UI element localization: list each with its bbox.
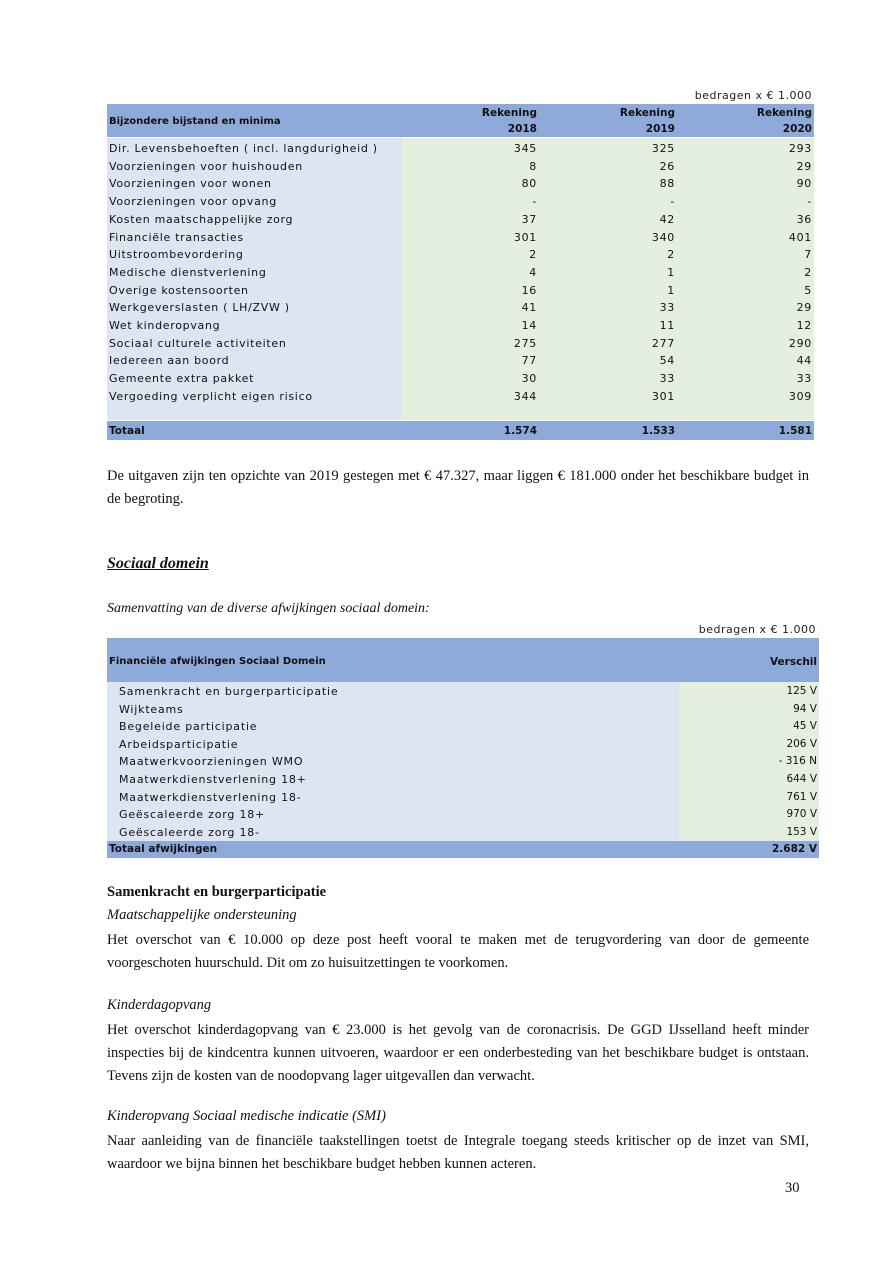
table-row xyxy=(107,140,814,158)
row-value: - 316 N xyxy=(778,755,817,768)
table-row xyxy=(107,701,819,719)
row-value: 290 xyxy=(788,336,812,350)
row-value: 2 xyxy=(667,248,675,262)
row-value: 16 xyxy=(521,283,537,297)
table1-col-2020: Rekening 2020 xyxy=(756,107,812,135)
subsection-title: Samenkracht en burgerparticipatie xyxy=(107,884,327,900)
row-value: 14 xyxy=(521,319,537,332)
row-label: Geëscaleerde zorg 18- xyxy=(119,825,260,839)
row-value: 88 xyxy=(659,177,675,191)
table-row xyxy=(107,806,819,824)
row-label: Dir. Levensbehoeften ( incl. langdurigheid ) xyxy=(109,142,378,155)
row-value: 42 xyxy=(659,212,675,226)
row-value: 309 xyxy=(788,389,812,403)
table2-col-verschil: Verschil xyxy=(770,656,817,668)
row-label: Voorzieningen voor opvang xyxy=(109,195,277,209)
table1-total-label: Totaal xyxy=(109,425,145,437)
table1-total-2020: 1.581 xyxy=(778,425,812,437)
row-value: 277 xyxy=(651,336,675,350)
row-label: Vergoeding verplicht eigen risico xyxy=(109,389,313,403)
row-value: 340 xyxy=(651,230,675,244)
row-value: 345 xyxy=(513,142,537,155)
table-row xyxy=(107,753,819,771)
row-value: 970 V xyxy=(786,808,817,821)
table-row xyxy=(107,683,819,701)
section-title: Sociaal domein xyxy=(107,555,209,572)
row-label: Maatwerkdienstverlening 18+ xyxy=(119,773,307,786)
row-value: 12 xyxy=(796,319,812,332)
table-row xyxy=(107,824,819,842)
table-row xyxy=(107,193,814,211)
row-value: 5 xyxy=(804,283,812,297)
table-row xyxy=(107,246,814,264)
row-value: 344 xyxy=(513,389,537,403)
row-value: 30 xyxy=(521,372,537,386)
row-label: Voorzieningen voor huishouden xyxy=(109,159,303,173)
row-value: 8 xyxy=(529,159,537,173)
row-label: Wijkteams xyxy=(119,702,184,716)
table2-header xyxy=(107,638,819,682)
row-value: 401 xyxy=(788,230,812,244)
table1-header xyxy=(107,104,814,137)
row-value: 33 xyxy=(659,301,675,315)
row-value: 2 xyxy=(529,248,537,262)
row-value: 94 V xyxy=(793,702,817,715)
paragraph-expenditure: De uitgaven zijn ten opzichte van 2019 gestegen met € 47.327, maar liggen € 181.000 onder het beschikbare budget in de begroting. xyxy=(107,468,809,507)
block-3-heading: Kinderopvang Sociaal medische indicatie (SMI) xyxy=(107,1108,386,1124)
row-value: 29 xyxy=(796,301,812,315)
row-value: 37 xyxy=(521,212,537,226)
row-value: 4 xyxy=(529,265,537,279)
table1-total-2019: 1.533 xyxy=(641,425,675,437)
block-3-text: Naar aanleiding van de financiële taakstellingen toetst de Integrale toegang steeds kritischer op de inzet van SMI, waardoor we bijna binnen het beschikbare budget hebben kunnen acteren. xyxy=(107,1133,809,1172)
row-label: Maatwerkdienstverlening 18- xyxy=(119,790,302,804)
row-value: 301 xyxy=(651,389,675,403)
row-value: 644 V xyxy=(786,773,817,785)
row-value: 11 xyxy=(659,319,675,332)
row-label: Voorzieningen voor wonen xyxy=(109,177,272,191)
row-label: Iedereen aan boord xyxy=(109,354,230,368)
table-row xyxy=(107,317,814,335)
table-row xyxy=(107,718,819,736)
row-value: 301 xyxy=(513,230,537,244)
row-value: 44 xyxy=(796,354,812,368)
row-value: 125 V xyxy=(786,685,817,697)
row-value: 41 xyxy=(521,301,537,315)
row-label: Maatwerkvoorzieningen WMO xyxy=(119,755,304,769)
row-label: Samenkracht en burgerparticipatie xyxy=(119,685,339,698)
table-row xyxy=(107,282,814,300)
table-row xyxy=(107,370,814,388)
block-1-heading: Maatschappelijke ondersteuning xyxy=(107,907,297,923)
row-value: 45 V xyxy=(793,720,817,733)
table2-total-label: Totaal afwijkingen xyxy=(109,843,218,855)
table1-total-2018: 1.574 xyxy=(503,425,537,437)
row-value: 54 xyxy=(659,354,675,368)
row-value: 1 xyxy=(667,265,675,279)
table-row xyxy=(107,771,819,789)
summary-caption: Samenvatting van de diverse afwijkingen sociaal domein: xyxy=(107,601,430,616)
row-value: 206 V xyxy=(786,737,817,750)
block-1-text: Het overschot van € 10.000 op deze post heeft vooral te maken met de terugvordering van door de gemeente voorgeschoten huurschuld. Dit om zo huisuitzettingen te voorkomen. xyxy=(107,932,809,971)
row-value: 2 xyxy=(804,265,812,279)
row-value: 36 xyxy=(796,212,812,226)
table1-unit-note: bedragen x € 1.000 xyxy=(694,89,812,102)
row-label: Gemeente extra pakket xyxy=(109,372,255,386)
row-value: 80 xyxy=(521,177,537,191)
row-value: 1 xyxy=(667,283,675,297)
table2-total-value: 2.682 V xyxy=(772,843,817,855)
row-label: Financiële transacties xyxy=(109,230,244,244)
row-label: Arbeidsparticipatie xyxy=(119,737,239,751)
row-value: 275 xyxy=(513,336,537,350)
row-value: 293 xyxy=(788,142,812,155)
row-value: 33 xyxy=(796,372,812,386)
row-label: Begeleide participatie xyxy=(119,720,258,734)
table-row xyxy=(107,352,814,370)
row-label: Werkgeverslasten ( LH/ZVW ) xyxy=(109,301,290,315)
row-label: Medische dienstverlening xyxy=(109,265,267,279)
table-row xyxy=(107,229,814,247)
table-row xyxy=(107,211,814,229)
table-row xyxy=(107,335,814,353)
row-value: - xyxy=(670,195,675,209)
table2-unit-note: bedragen x € 1.000 xyxy=(698,623,816,636)
table1-col-2019: Rekening 2019 xyxy=(619,107,675,135)
row-value: 7 xyxy=(804,248,812,262)
table-row xyxy=(107,158,814,176)
table-row xyxy=(107,789,819,807)
table1-total-row xyxy=(107,421,814,440)
row-value: 325 xyxy=(651,142,675,155)
row-value: 90 xyxy=(796,177,812,191)
row-value: 153 V xyxy=(786,825,817,838)
row-value: 33 xyxy=(659,372,675,386)
row-label: Wet kinderopvang xyxy=(109,319,221,332)
row-value: - xyxy=(807,195,812,209)
table1-title: Bijzondere bijstand en minima xyxy=(109,116,281,127)
row-label: Geëscaleerde zorg 18+ xyxy=(119,808,266,822)
row-value: 77 xyxy=(521,354,537,368)
block-2-heading: Kinderdagopvang xyxy=(107,997,212,1013)
table-row xyxy=(107,264,814,282)
table-row xyxy=(107,175,814,193)
row-label: Overige kostensoorten xyxy=(109,283,249,297)
table2-title: Financiële afwijkingen Sociaal Domein xyxy=(109,656,326,667)
page-number: 30 xyxy=(785,1180,800,1196)
row-value: 761 V xyxy=(786,790,817,803)
row-value: 26 xyxy=(659,159,675,173)
table1-col-2018: Rekening 2018 xyxy=(481,107,537,135)
row-label: Sociaal culturele activiteiten xyxy=(109,336,287,350)
table-row xyxy=(107,299,814,317)
table2-total-row xyxy=(107,841,819,858)
table-row xyxy=(107,388,814,406)
block-2-text: Het overschot kinderdagopvang van € 23.000 is het gevolg van de coronacrisis. De GGD IJsselland heeft minder inspecties bij de kindcentra kunnen uitvoeren, waardoor er een onderbesteding van het beschikbare budget is ontstaan. Tevens zijn de kosten van de noodopvang lager uitgevallen dan verwacht. xyxy=(107,1022,809,1084)
row-label: Kosten maatschappelijke zorg xyxy=(109,212,294,226)
row-value: 29 xyxy=(796,159,812,173)
row-label: Uitstroombevordering xyxy=(109,248,244,262)
row-value: - xyxy=(532,195,537,209)
table-row xyxy=(107,736,819,754)
